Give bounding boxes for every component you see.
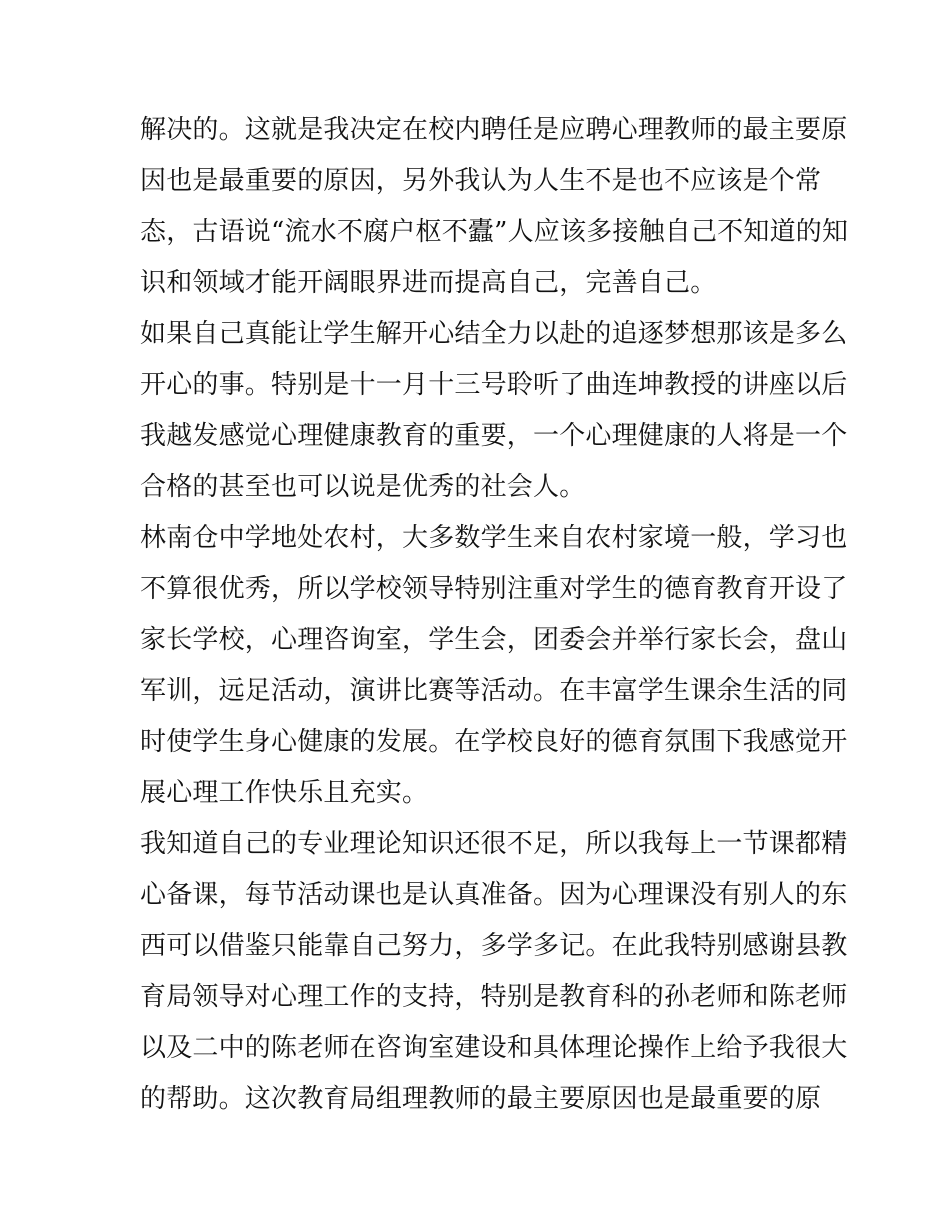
text-line: 心备课，每节活动课也是认真准备。因为心理课没有别人的东: [140, 880, 848, 910]
text-line: 识和领域才能开阔眼界进而提高自己，完善自己。: [140, 268, 717, 298]
text-line: 军训，远足活动，演讲比赛等活动。在丰富学生课余生活的同: [140, 676, 848, 706]
text-line: 的帮助。这次教育局组理教师的最主要原因也是最重要的原: [140, 1084, 822, 1114]
text-line: 西可以借鉴只能靠自己努力，多学多记。在此我特别感谢县教: [140, 931, 848, 961]
body-text: [140, 105, 849, 1125]
text-line: 态，古语说“流水不腐户枢不蠹”人应该多接触自己不知道的知: [140, 217, 849, 247]
text-line: 展心理工作快乐且充实。: [140, 778, 429, 808]
text-line: 合格的甚至也可以说是优秀的社会人。: [140, 472, 586, 502]
text-line: 不算很优秀，所以学校领导特别注重对学生的德育教育开设了: [140, 574, 848, 604]
text-line: 如果自己真能让学生解开心结全力以赴的追逐梦想那该是多么: [140, 319, 848, 349]
text-line: 解决的。这就是我决定在校内聘任是应聘心理教师的最主要原: [140, 115, 848, 145]
text-line: 我越发感觉心理健康教育的重要，一个心理健康的人将是一个: [140, 421, 848, 451]
text-line: 林南仓中学地处农村，大多数学生来自农村家境一般，学习也: [140, 523, 848, 553]
text-line: 育局领导对心理工作的支持，特别是教育科的孙老师和陈老师: [140, 982, 848, 1012]
text-line: 时使学生身心健康的发展。在学校良好的德育氛围下我感觉开: [140, 727, 848, 757]
text-line: 开心的事。特别是十一月十三号聆听了曲连坤教授的讲座以后: [140, 370, 848, 400]
text-line: 我知道自己的专业理论知识还很不足，所以我每上一节课都精: [140, 829, 848, 859]
text-line: 因也是最重要的原因，另外我认为人生不是也不应该是个常: [140, 166, 822, 196]
text-line: 家长学校，心理咨询室，学生会，团委会并举行家长会，盘山: [140, 625, 848, 655]
text-line: 以及二中的陈老师在咨询室建设和具体理论操作上给予我很大: [140, 1033, 848, 1063]
